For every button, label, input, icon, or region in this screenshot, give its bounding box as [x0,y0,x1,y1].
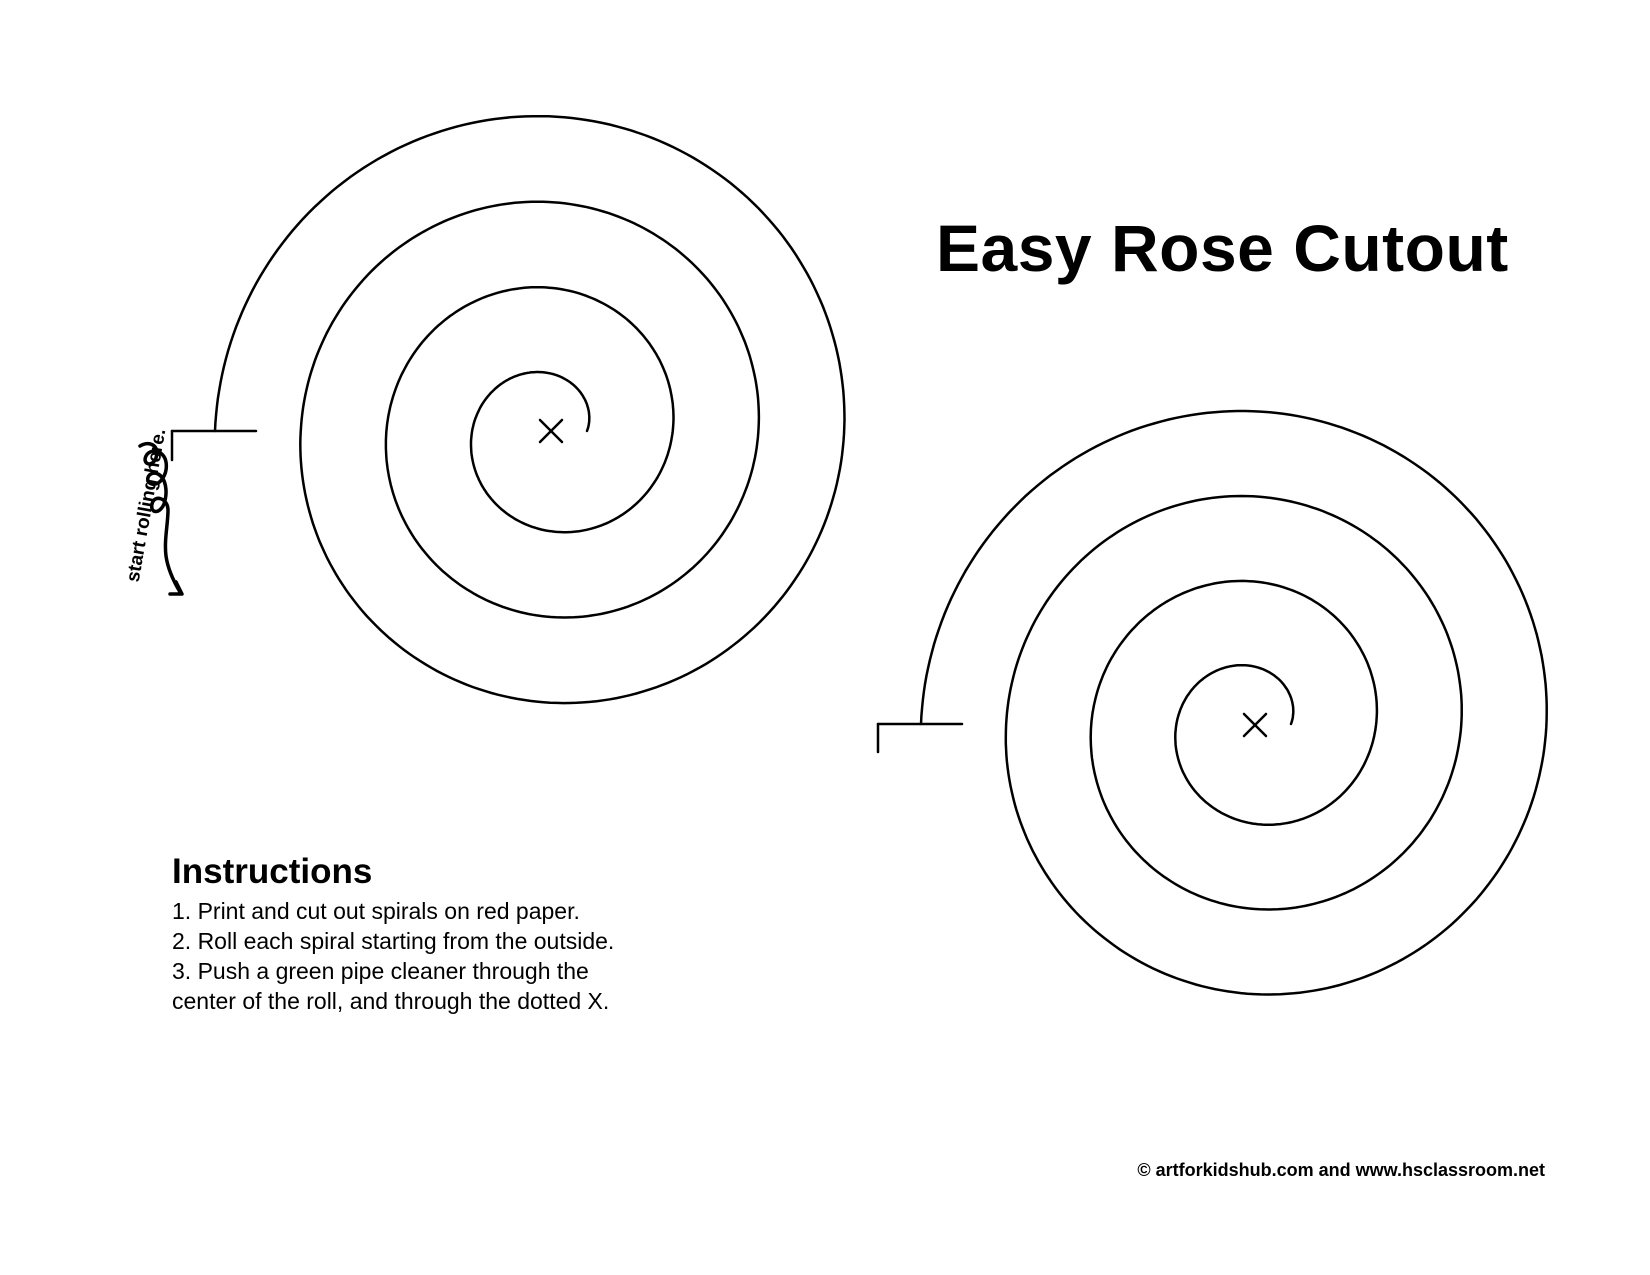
instructions-heading: Instructions [172,852,373,891]
page-title: Easy Rose Cutout [936,211,1509,285]
center-x-mark-right [1244,714,1266,736]
spiral-outer-left-path [215,116,845,703]
instructions-list [172,896,732,1016]
instruction-step: 2. Roll each spiral starting from the outside. [172,928,615,954]
copyright-notice: © artforkidshub.com and www.hsclassroom.net [1137,1160,1545,1180]
rolling-hint-label: start rolling here. [122,427,171,584]
instruction-step: 3. Push a green pipe cleaner through the [172,958,589,984]
spiral-outer-right-path [921,411,1547,995]
spiral-cutout-right [878,411,1547,995]
spiral-cutout-left [172,116,845,703]
instructions-block [172,852,732,1016]
center-x-mark-left [540,420,562,442]
instruction-step: 1. Print and cut out spirals on red paper. [172,898,580,924]
instruction-step: center of the roll, and through the dotted X. [172,988,610,1014]
